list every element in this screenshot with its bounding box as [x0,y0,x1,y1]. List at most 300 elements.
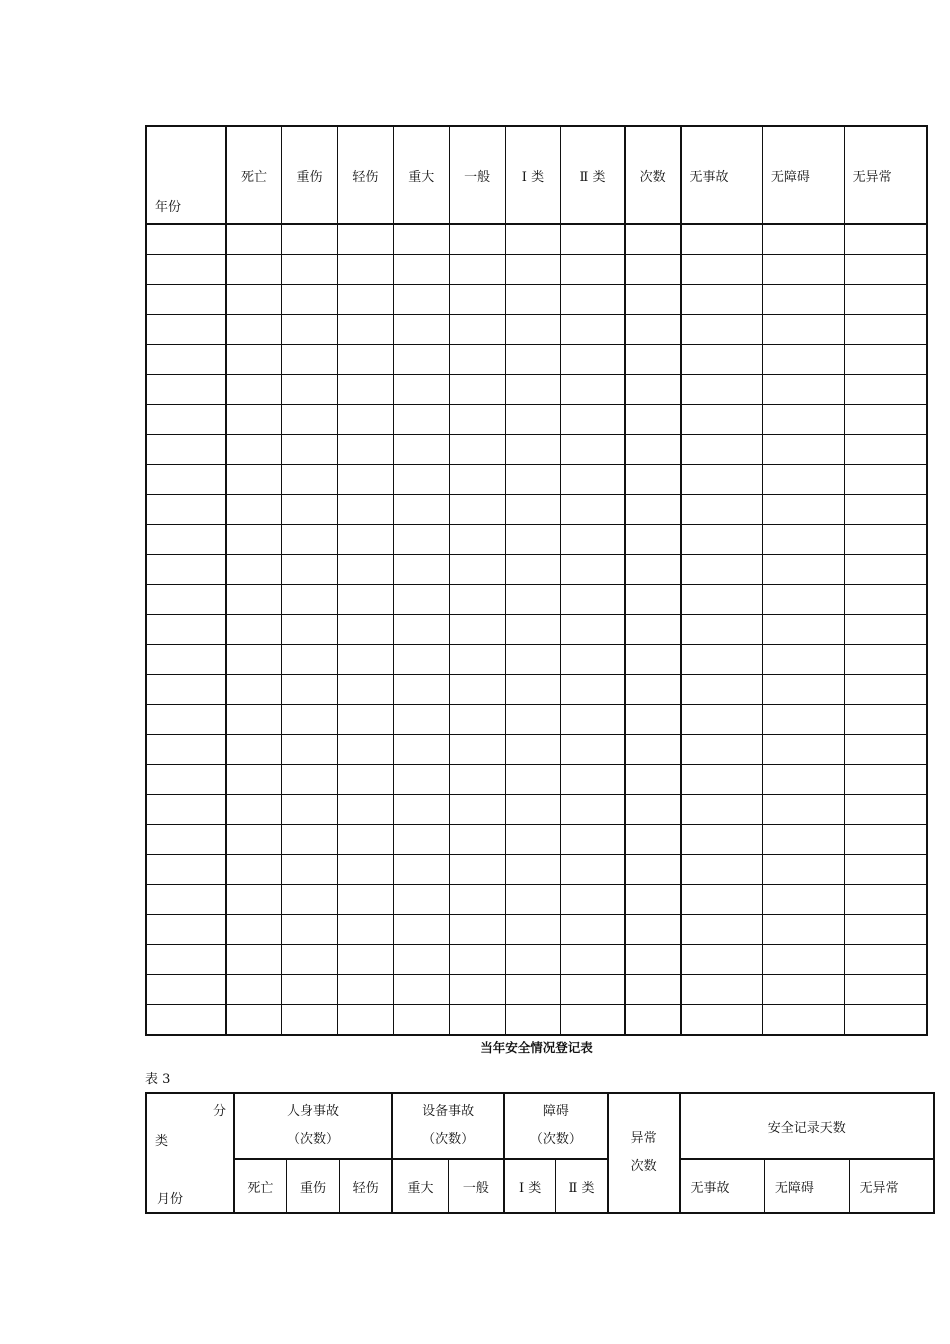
table-cell[interactable] [393,405,449,435]
table-cell[interactable] [226,915,282,945]
table-cell[interactable] [505,645,561,675]
table-cell[interactable] [393,645,449,675]
table-cell[interactable] [226,345,282,375]
table-cell[interactable] [337,705,393,735]
table-cell[interactable] [681,645,763,675]
table-cell[interactable] [282,675,338,705]
table-cell[interactable] [146,945,226,975]
table-cell[interactable] [449,375,505,405]
table-cell[interactable] [282,735,338,765]
table-cell[interactable] [337,405,393,435]
table-cell[interactable] [146,525,226,555]
table-cell[interactable] [505,495,561,525]
table-cell[interactable] [505,705,561,735]
table-cell[interactable] [762,735,844,765]
table-cell[interactable] [844,495,927,525]
table-cell[interactable] [337,525,393,555]
table-cell[interactable] [146,705,226,735]
table-cell[interactable] [449,765,505,795]
table-cell[interactable] [505,465,561,495]
table-cell[interactable] [681,495,763,525]
table-cell[interactable] [226,765,282,795]
table-cell[interactable] [393,975,449,1005]
table-cell[interactable] [561,945,625,975]
table-cell[interactable] [681,255,763,285]
table-cell[interactable] [146,555,226,585]
table-cell[interactable] [282,825,338,855]
table-cell[interactable] [681,975,763,1005]
table-cell[interactable] [505,315,561,345]
table-cell[interactable] [449,224,505,255]
table-cell[interactable] [282,495,338,525]
table-cell[interactable] [393,615,449,645]
table-cell[interactable] [449,735,505,765]
table-cell[interactable] [844,465,927,495]
table-cell[interactable] [146,855,226,885]
table-cell[interactable] [393,435,449,465]
table-cell[interactable] [561,375,625,405]
table-cell[interactable] [625,435,681,465]
table-cell[interactable] [762,615,844,645]
table-cell[interactable] [449,495,505,525]
table-cell[interactable] [226,855,282,885]
table-cell[interactable] [282,285,338,315]
table-cell[interactable] [681,525,763,555]
table-cell[interactable] [505,915,561,945]
table-cell[interactable] [625,495,681,525]
table-cell[interactable] [393,224,449,255]
table-cell[interactable] [625,675,681,705]
table-cell[interactable] [449,345,505,375]
table-cell[interactable] [762,945,844,975]
table-cell[interactable] [844,765,927,795]
table-cell[interactable] [282,705,338,735]
table-cell[interactable] [337,224,393,255]
table-cell[interactable] [625,945,681,975]
table-cell[interactable] [844,705,927,735]
table-cell[interactable] [337,555,393,585]
table-cell[interactable] [393,585,449,615]
table-cell[interactable] [561,795,625,825]
table-cell[interactable] [625,855,681,885]
table-cell[interactable] [393,315,449,345]
table-cell[interactable] [393,675,449,705]
table-cell[interactable] [282,255,338,285]
table-cell[interactable] [449,675,505,705]
table-cell[interactable] [282,405,338,435]
table-cell[interactable] [337,855,393,885]
table-cell[interactable] [625,285,681,315]
table-cell[interactable] [561,315,625,345]
table-cell[interactable] [844,405,927,435]
table-cell[interactable] [146,975,226,1005]
table-cell[interactable] [762,585,844,615]
table-cell[interactable] [762,705,844,735]
table-cell[interactable] [337,615,393,645]
table-cell[interactable] [337,585,393,615]
table-cell[interactable] [226,1005,282,1036]
table-cell[interactable] [561,975,625,1005]
table-cell[interactable] [449,405,505,435]
table-cell[interactable] [226,735,282,765]
table-cell[interactable] [337,915,393,945]
table-cell[interactable] [449,525,505,555]
table-cell[interactable] [146,465,226,495]
table-cell[interactable] [337,795,393,825]
table-cell[interactable] [226,945,282,975]
table-cell[interactable] [393,765,449,795]
table-cell[interactable] [844,315,927,345]
table-cell[interactable] [561,885,625,915]
table-cell[interactable] [625,915,681,945]
table-cell[interactable] [681,885,763,915]
table-cell[interactable] [505,375,561,405]
table-cell[interactable] [625,525,681,555]
table-cell[interactable] [226,615,282,645]
table-cell[interactable] [762,345,844,375]
table-cell[interactable] [844,795,927,825]
table-cell[interactable] [146,375,226,405]
table-cell[interactable] [337,435,393,465]
table-cell[interactable] [226,285,282,315]
table-cell[interactable] [146,615,226,645]
table-cell[interactable] [393,525,449,555]
table-cell[interactable] [282,1005,338,1036]
table-cell[interactable] [762,495,844,525]
table-cell[interactable] [561,345,625,375]
table-cell[interactable] [505,885,561,915]
table-cell[interactable] [762,315,844,345]
table-cell[interactable] [146,495,226,525]
table-cell[interactable] [337,375,393,405]
table-cell[interactable] [762,255,844,285]
table-cell[interactable] [762,825,844,855]
table-cell[interactable] [844,555,927,585]
table-cell[interactable] [505,795,561,825]
table-cell[interactable] [844,255,927,285]
table-cell[interactable] [681,735,763,765]
table-cell[interactable] [505,224,561,255]
table-cell[interactable] [681,615,763,645]
table-cell[interactable] [505,855,561,885]
table-cell[interactable] [561,285,625,315]
table-cell[interactable] [146,405,226,435]
table-cell[interactable] [561,735,625,765]
table-cell[interactable] [449,585,505,615]
table-cell[interactable] [505,735,561,765]
table-cell[interactable] [844,825,927,855]
table-cell[interactable] [762,645,844,675]
table-cell[interactable] [625,765,681,795]
table-cell[interactable] [449,465,505,495]
table-cell[interactable] [226,465,282,495]
table-cell[interactable] [449,285,505,315]
table-cell[interactable] [561,465,625,495]
table-cell[interactable] [146,285,226,315]
table-cell[interactable] [844,645,927,675]
table-cell[interactable] [146,765,226,795]
table-cell[interactable] [844,855,927,885]
table-cell[interactable] [226,825,282,855]
table-cell[interactable] [681,705,763,735]
table-cell[interactable] [449,315,505,345]
table-cell[interactable] [226,675,282,705]
table-cell[interactable] [393,285,449,315]
table-cell[interactable] [561,555,625,585]
table-cell[interactable] [449,435,505,465]
table-cell[interactable] [844,224,927,255]
table-cell[interactable] [844,375,927,405]
table-cell[interactable] [505,1005,561,1036]
table-cell[interactable] [282,435,338,465]
table-cell[interactable] [844,615,927,645]
table-cell[interactable] [282,615,338,645]
table-cell[interactable] [449,705,505,735]
table-cell[interactable] [625,255,681,285]
table-cell[interactable] [282,224,338,255]
table-cell[interactable] [393,795,449,825]
table-cell[interactable] [282,795,338,825]
table-cell[interactable] [282,345,338,375]
table-cell[interactable] [762,855,844,885]
table-cell[interactable] [844,285,927,315]
table-cell[interactable] [844,585,927,615]
table-cell[interactable] [337,465,393,495]
table-cell[interactable] [561,435,625,465]
table-cell[interactable] [282,525,338,555]
table-cell[interactable] [762,465,844,495]
table-cell[interactable] [625,735,681,765]
table-cell[interactable] [282,315,338,345]
table-cell[interactable] [146,735,226,765]
table-cell[interactable] [762,885,844,915]
table-cell[interactable] [505,825,561,855]
table-cell[interactable] [449,915,505,945]
table-cell[interactable] [226,645,282,675]
table-cell[interactable] [282,645,338,675]
table-cell[interactable] [844,915,927,945]
table-cell[interactable] [561,765,625,795]
table-cell[interactable] [226,795,282,825]
table-cell[interactable] [561,855,625,885]
table-cell[interactable] [282,945,338,975]
table-cell[interactable] [561,615,625,645]
table-cell[interactable] [625,1005,681,1036]
table-cell[interactable] [337,885,393,915]
table-cell[interactable] [844,1005,927,1036]
table-cell[interactable] [505,675,561,705]
table-cell[interactable] [282,765,338,795]
table-cell[interactable] [681,555,763,585]
table-cell[interactable] [146,795,226,825]
table-cell[interactable] [393,1005,449,1036]
table-cell[interactable] [146,315,226,345]
table-cell[interactable] [337,1005,393,1036]
table-cell[interactable] [625,705,681,735]
table-cell[interactable] [393,495,449,525]
table-cell[interactable] [561,495,625,525]
table-cell[interactable] [762,285,844,315]
table-cell[interactable] [337,675,393,705]
table-cell[interactable] [505,255,561,285]
table-cell[interactable] [844,945,927,975]
table-cell[interactable] [762,765,844,795]
table-cell[interactable] [681,405,763,435]
table-cell[interactable] [146,585,226,615]
table-cell[interactable] [337,735,393,765]
table-cell[interactable] [282,465,338,495]
table-cell[interactable] [449,825,505,855]
table-cell[interactable] [681,945,763,975]
table-cell[interactable] [561,525,625,555]
table-cell[interactable] [282,915,338,945]
table-cell[interactable] [393,945,449,975]
table-cell[interactable] [337,495,393,525]
table-cell[interactable] [561,405,625,435]
table-cell[interactable] [625,615,681,645]
table-cell[interactable] [561,585,625,615]
table-cell[interactable] [561,224,625,255]
table-cell[interactable] [226,585,282,615]
table-cell[interactable] [762,224,844,255]
table-cell[interactable] [762,375,844,405]
table-cell[interactable] [226,705,282,735]
table-cell[interactable] [226,405,282,435]
table-cell[interactable] [762,915,844,945]
table-cell[interactable] [844,525,927,555]
table-cell[interactable] [393,825,449,855]
table-cell[interactable] [226,555,282,585]
table-cell[interactable] [146,224,226,255]
table-cell[interactable] [393,705,449,735]
table-cell[interactable] [282,585,338,615]
table-cell[interactable] [449,645,505,675]
table-cell[interactable] [561,915,625,945]
table-cell[interactable] [625,345,681,375]
table-cell[interactable] [449,885,505,915]
table-cell[interactable] [844,435,927,465]
table-cell[interactable] [505,585,561,615]
table-cell[interactable] [449,855,505,885]
table-cell[interactable] [226,375,282,405]
table-cell[interactable] [681,765,763,795]
table-cell[interactable] [337,255,393,285]
table-cell[interactable] [393,915,449,945]
table-cell[interactable] [762,405,844,435]
table-cell[interactable] [226,525,282,555]
table-cell[interactable] [337,285,393,315]
table-cell[interactable] [625,825,681,855]
table-cell[interactable] [505,975,561,1005]
table-cell[interactable] [762,435,844,465]
table-cell[interactable] [337,645,393,675]
table-cell[interactable] [449,945,505,975]
table-cell[interactable] [681,315,763,345]
table-cell[interactable] [625,975,681,1005]
table-cell[interactable] [681,224,763,255]
table-cell[interactable] [282,375,338,405]
table-cell[interactable] [393,345,449,375]
table-cell[interactable] [146,345,226,375]
table-cell[interactable] [505,765,561,795]
table-cell[interactable] [393,885,449,915]
table-cell[interactable] [146,885,226,915]
table-cell[interactable] [146,915,226,945]
table-cell[interactable] [393,375,449,405]
table-cell[interactable] [681,345,763,375]
table-cell[interactable] [337,345,393,375]
table-cell[interactable] [449,795,505,825]
table-cell[interactable] [337,765,393,795]
table-cell[interactable] [393,255,449,285]
table-cell[interactable] [681,825,763,855]
table-cell[interactable] [625,585,681,615]
table-cell[interactable] [505,405,561,435]
table-cell[interactable] [282,855,338,885]
table-cell[interactable] [505,555,561,585]
table-cell[interactable] [505,615,561,645]
table-cell[interactable] [625,645,681,675]
table-cell[interactable] [681,435,763,465]
table-cell[interactable] [505,285,561,315]
table-cell[interactable] [625,795,681,825]
table-cell[interactable] [146,435,226,465]
table-cell[interactable] [625,224,681,255]
table-cell[interactable] [146,1005,226,1036]
table-cell[interactable] [762,525,844,555]
table-cell[interactable] [449,255,505,285]
table-cell[interactable] [282,975,338,1005]
table-cell[interactable] [625,375,681,405]
table-cell[interactable] [505,435,561,465]
table-cell[interactable] [337,975,393,1005]
table-cell[interactable] [681,375,763,405]
table-cell[interactable] [681,465,763,495]
table-cell[interactable] [762,1005,844,1036]
table-cell[interactable] [226,315,282,345]
table-cell[interactable] [625,465,681,495]
table-cell[interactable] [226,885,282,915]
table-cell[interactable] [505,345,561,375]
table-cell[interactable] [844,975,927,1005]
table-cell[interactable] [505,945,561,975]
table-cell[interactable] [762,675,844,705]
table-cell[interactable] [561,255,625,285]
table-cell[interactable] [146,645,226,675]
table-cell[interactable] [844,735,927,765]
table-cell[interactable] [449,615,505,645]
table-cell[interactable] [762,975,844,1005]
table-cell[interactable] [393,735,449,765]
table-cell[interactable] [844,345,927,375]
table-cell[interactable] [505,525,561,555]
table-cell[interactable] [226,255,282,285]
table-cell[interactable] [681,585,763,615]
table-cell[interactable] [226,975,282,1005]
table-cell[interactable] [844,675,927,705]
table-cell[interactable] [146,255,226,285]
table-cell[interactable] [282,555,338,585]
table-cell[interactable] [681,675,763,705]
table-cell[interactable] [146,675,226,705]
table-cell[interactable] [226,224,282,255]
table-cell[interactable] [762,795,844,825]
table-cell[interactable] [226,435,282,465]
table-cell[interactable] [561,705,625,735]
table-cell[interactable] [337,315,393,345]
table-cell[interactable] [561,1005,625,1036]
table-cell[interactable] [681,285,763,315]
